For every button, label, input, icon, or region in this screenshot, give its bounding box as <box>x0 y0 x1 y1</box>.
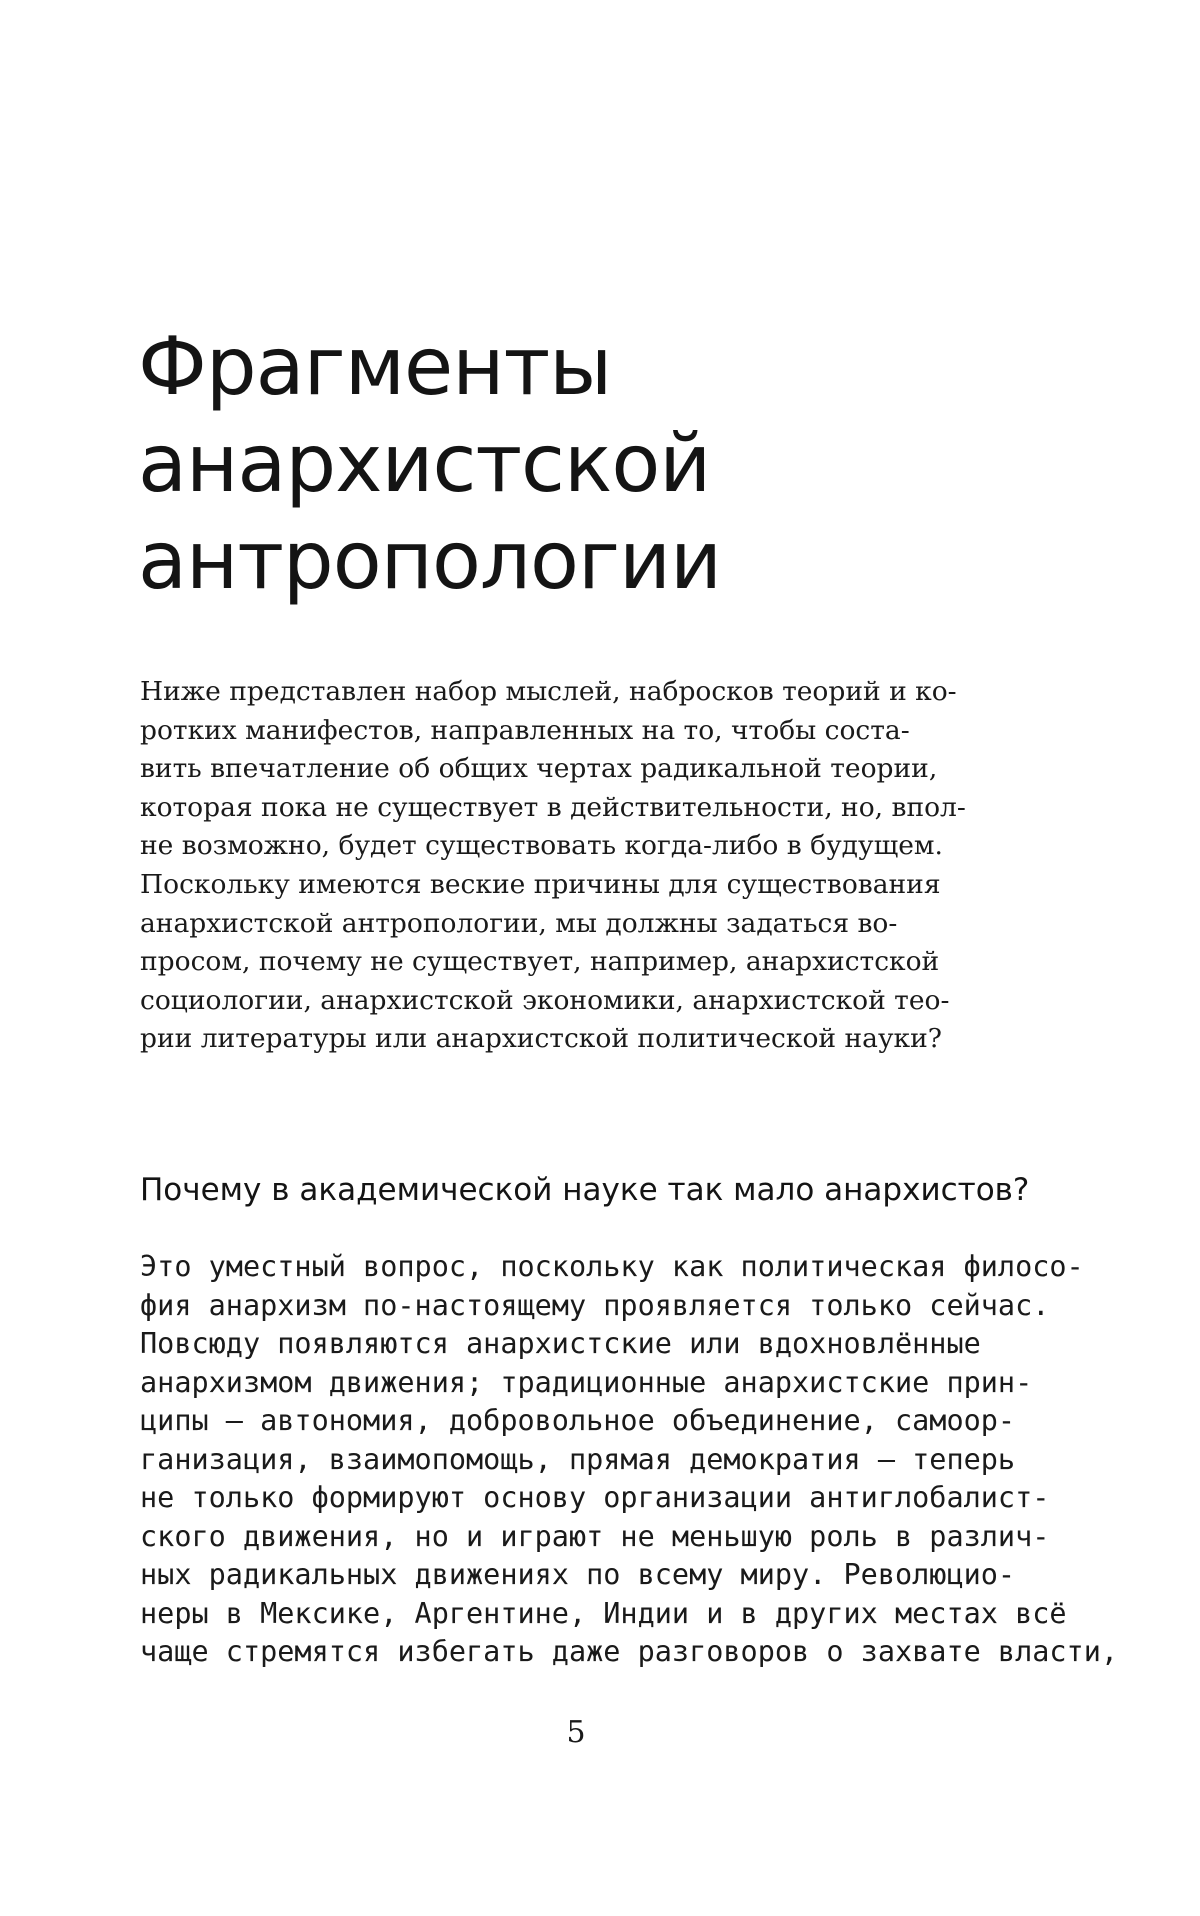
body-line: ского движения, но и играют не меньшую роль в различ- <box>140 1519 1050 1553</box>
body-line: неры в Мексике, Аргентине, Индии и в других местах всё <box>140 1596 1067 1630</box>
body-line: Повсюду появляются анархистские или вдохновлённые <box>140 1327 981 1360</box>
body-line: не только формируют основу организации антиглобалист- <box>140 1481 1050 1514</box>
intro-line: социологии, анархистской экономики, анархистской тео- <box>140 984 950 1016</box>
chapter-title <box>138 318 1038 609</box>
intro-line: не возможно, будет существовать когда-либо в будущем. <box>140 830 943 862</box>
body-paragraph <box>140 1248 1119 1672</box>
intro-line: рии литературы или анархистской политической науки? <box>140 1023 942 1055</box>
body-line: Это уместный вопрос, поскольку как политическая филосо- <box>140 1250 1084 1283</box>
intro-line: Поскольку имеются веские причины для существования <box>140 868 941 900</box>
intro-line: Ниже представлен набор мыслей, набросков теорий и ко- <box>140 676 957 707</box>
body-line: ганизация, взаимопомощь, прямая демократия — теперь <box>140 1442 1016 1476</box>
page-number: 5 <box>566 1715 586 1750</box>
section-heading: Почему в академической науке так мало анархистов? <box>140 1172 1030 1208</box>
chapter-title-line: антропологии <box>138 514 721 607</box>
body-line: фия анархизм по-настоящему проявляется только сейчас. <box>140 1288 1050 1322</box>
chapter-title-line: анархистской <box>138 417 711 510</box>
body-line: ных радикальных движениях по всему миру. Революцио- <box>140 1558 1016 1591</box>
intro-line: ротких манифестов, направленных на то, чтобы соста- <box>140 714 910 746</box>
intro-line: которая пока не существует в действительности, но, впол- <box>140 791 966 823</box>
chapter-title-line: Фрагменты <box>138 320 612 413</box>
intro-line: просом, почему не существует, например, анархистской <box>140 946 940 978</box>
body-line: чаще стремятся избегать даже разговоров о захвате власти, <box>140 1635 1119 1668</box>
intro-paragraph <box>140 673 966 1059</box>
body-line: анархизмом движения; традиционные анархистские прин- <box>140 1365 1033 1399</box>
body-line: ципы — автономия, добровольное объединение, самоор- <box>140 1404 1016 1437</box>
intro-line: вить впечатление об общих чертах радикальной теории, <box>140 753 938 785</box>
intro-line: анархистской антропологии, мы должны задаться во- <box>140 907 898 939</box>
